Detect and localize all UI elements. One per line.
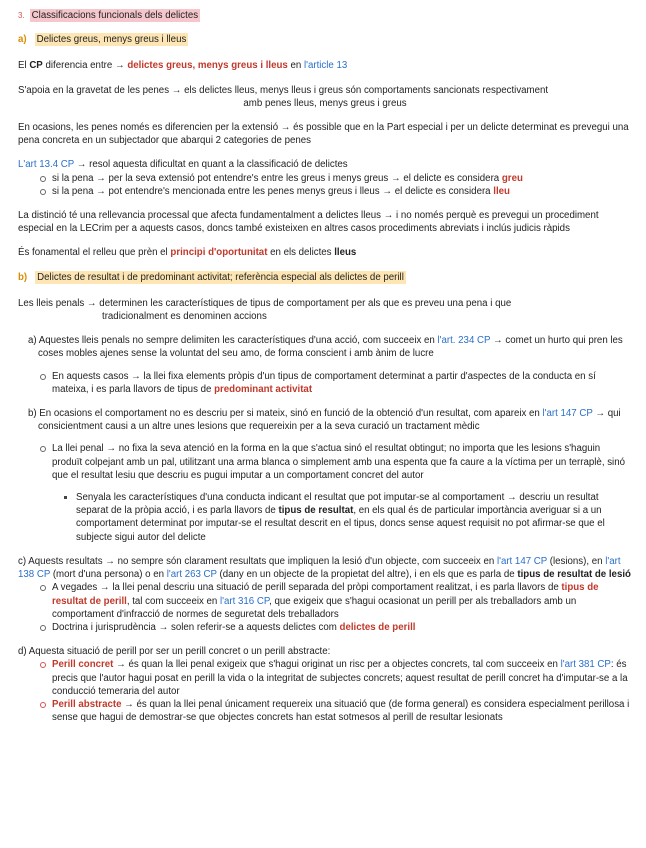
section-heading xyxy=(18,9,632,22)
link-art-147[interactable]: l'art 147 CP xyxy=(542,408,593,420)
link-art-316[interactable]: l'art 316 CP xyxy=(220,595,270,607)
paragraph-extensio: En ocasions, les penes només es diferencien per la extensió → és possible que en la Part especial i per un delicte determinat es prevegui una pena concreta en un subjectador que abarqui 2 categories de penes xyxy=(18,122,629,147)
subheading-b-label: b) xyxy=(18,271,28,283)
list-point-d xyxy=(18,658,632,724)
list-item: si la pena → per la seva extensió pot entendre's entre les greus i menys greus → el delicte es considera greu xyxy=(40,172,632,185)
list-item: En aquests casos → la llei fixa elements pròpis d'un tipus de comportament determinat a partir d'aspectes de la conducta en sí mateixa, i es parla llavors de tipus de predominant activitat xyxy=(40,370,632,396)
subheading-a-title: Delictes greus, menys greus i lleus xyxy=(36,34,187,46)
subheading-a-label: a) xyxy=(18,34,27,46)
paragraph-cp-distinction: El CP diferencia entre → delictes greus, menys greus i lleus en l'article 13 xyxy=(18,60,348,72)
paragraph-point-a: a) Aquestes lleis penals no sempre delimiten les característiques d'una acció, com succeeix en l'art. 234 CP → comet un hurto qui pren les coses mobles ajenes sense la voluntat del seu amo, de forma conscient i amb ànim de lucre xyxy=(28,335,623,360)
paragraph-point-c: c) Aquests resultats → no sempre són clarament resultats que impliquen la lesió d'un objecte, com succeeix en l'art 147 CP (lesions), en l'art 138 CP (mort d'una persona) o en l'art 263 CP (dany en un objecte de la propietat del altre), i en els que es parla de tipus de resultat de lesió xyxy=(18,555,631,581)
subheading-b xyxy=(18,271,632,284)
link-article-13[interactable]: l'article 13 xyxy=(303,60,348,72)
subheading-a xyxy=(18,33,632,46)
list-point-a xyxy=(18,370,632,396)
paragraph-distincio: La distinció té una rellevancia processal que afecta fundamentalment a delictes lleus → i no només perquè es prevegui un procediment especial en la LECrim per a aquests casos, doncs també existeixen en altres casos procediments abreviats i inclús judicis ràpids xyxy=(18,210,599,235)
list-item: Perill abstracte → és quan la llei penal únicament requereix una situació que (de forma general) es considera especialment perillosa i sense que hagui de demostrar-se que objectes concrets han estat sotmesos al perill de resultar lesionats xyxy=(40,698,632,724)
list-item: Senyala les característiques d'una conducta indicant el resultat que pot imputar-se al comportament → descriu un resultat separat de la pròpia acció, i es parla llavors de tipus de resultat, en els qual és de particular importància averiguar si a un comportament determinat por imputar-se el resultat descrit en el tipus, doncs sense aquest requisit no pot afirmar-se que el subjecte sigui autor del delicte xyxy=(64,491,632,544)
list-point-b xyxy=(18,442,632,482)
sublist-point-b xyxy=(18,491,632,544)
list-item: La llei penal → no fixa la seva atenció en la forma en la que s'actua sinó el resultat obtingut; no importa que les lesions s'haguin produït colpejant amb un pal, utilitzant una arma blanca o simplement amb una espenta que fa caure a la víctima per un terraplè, sinó que el resultat lesiu que descriu es pugui imputar a un comportament concret del autor xyxy=(40,442,632,482)
list-item: si la pena → pot entendre's mencionada entre les penes menys greus i lleus → el delicte es considera lleu xyxy=(40,185,632,198)
link-art-138[interactable]: l'art 138 CP xyxy=(18,555,621,581)
list-point-c xyxy=(18,581,632,634)
list-item: Perill concret → és quan la llei penal exigeix que s'hagui originat un risc per a objectes concrets, tal com succeeix en l'art 381 CP: és precis que l'autor hagui posat en perill la vida o la integritat de subjectes concrets; aquest resultat de perill concret ha d'imputar-se a la conducció temeraria del autor xyxy=(40,658,632,698)
heading-title: Classificacions funcionals dels delictes xyxy=(31,10,199,21)
heading-number: 3. xyxy=(18,11,25,20)
paragraph-oportunitat: És fonamental el relleu que prèn el principi d'oportunitat en els delictes lleus xyxy=(18,247,357,259)
link-art-147-b[interactable]: l'art 147 CP xyxy=(496,555,548,567)
paragraph-point-b: b) En ocasions el comportament no es descriu per si mateix, sinó en funció de la obtenció d'un resultat, com apareix en l'art 147 CP → qui consicientment causi a un altre unes lesions que requereixin per a la seva curació un tractament mèdic xyxy=(28,408,621,433)
list-item: Doctrina i jurisprudència → solen referir-se a aquests delictes com delictes de perill xyxy=(40,621,632,634)
paragraph-point-d: d) Aquesta situació de perill por ser un perill concret o un perill abstracte: xyxy=(18,646,331,658)
link-art-234[interactable]: l'art. 234 CP xyxy=(437,335,491,347)
subheading-b-title: Delictes de resultat i de predominant activitat; referència especial als delictes de perill xyxy=(37,271,404,283)
link-art-263[interactable]: l'art 263 CP xyxy=(166,569,217,581)
link-art-381[interactable]: l'art 381 CP xyxy=(560,659,611,671)
link-art-13-4[interactable]: L'art 13.4 CP xyxy=(18,159,75,171)
paragraph-gravetat: S'apoia en la gravetat de les penes → els delictes lleus, menys lleus i greus són comportaments sancionats respectivament amb penes lleus, menys greus i greus xyxy=(18,84,549,109)
list-item: A vegades → la llei penal descriu una situació de perill separada del pròpi comportament realitzat, i es parla llavors de tipus de resultat de perill, tal com succeeix en l'art 316 CP, que exigeix que s'hagui ocasionat un perill per als treballadors amb un comportament d'infracció de normes de seguretat dels treballadors xyxy=(40,581,632,621)
paragraph-lleis-penals: Les lleis penals → determinen les característiques de tipus de comportament per als que es preveu una pena i que tradicionalment es denominen accions xyxy=(18,297,512,323)
paragraph-art-13-4: L'art 13.4 CP → resol aquesta dificultat en quant a la classificació de delictes si la pena → per la seva extensió pot entendre's entre les greus i menys greus → el delicte es considera greu si la pena → pot entendre's mencionada entre les penes menys greus i lleus → el delicte es considera lleu xyxy=(18,158,632,198)
